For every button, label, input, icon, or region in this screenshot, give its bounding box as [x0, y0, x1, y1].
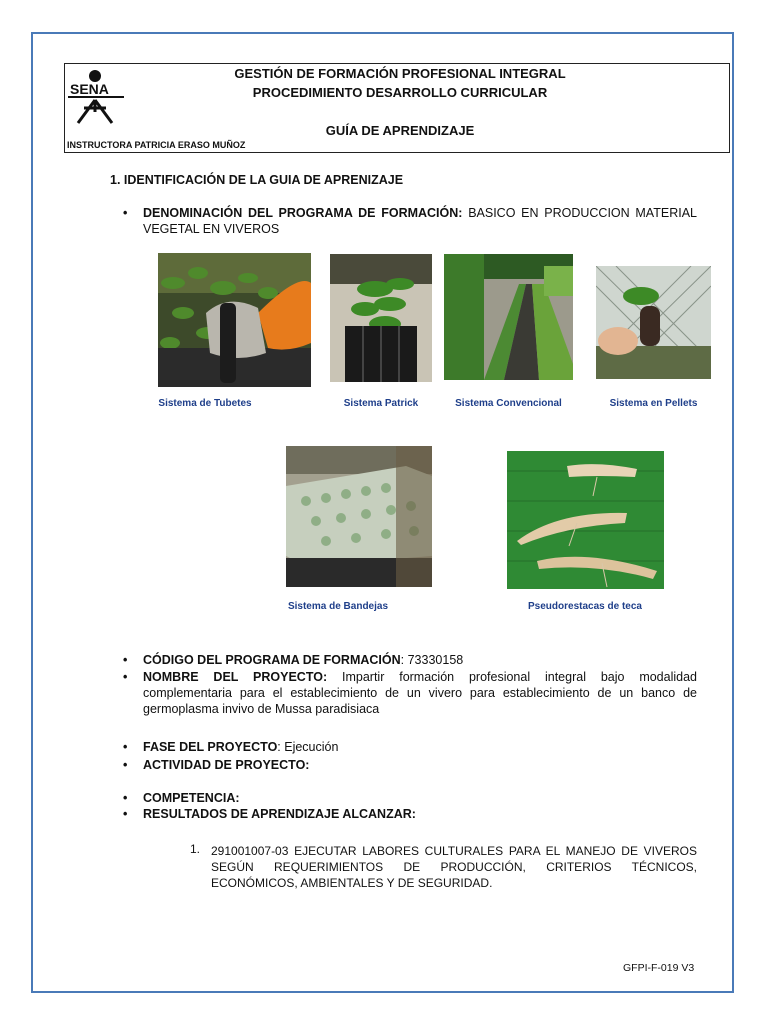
project-label: NOMBRE DEL PROYECTO: — [143, 670, 328, 684]
caption-teca: Pseudorestacas de teca — [528, 601, 642, 612]
project-bullet — [123, 669, 697, 717]
convencional-photo — [444, 254, 573, 380]
code-bullet — [123, 652, 464, 668]
header-title-1: GESTIÓN DE FORMACIÓN PROFESIONAL INTEGRAL — [234, 66, 566, 81]
caption-tubetes: Sistema de Tubetes — [158, 398, 252, 409]
caption-patrick: Sistema Patrick — [343, 398, 419, 409]
phase-bullet — [123, 739, 339, 755]
program-label: DENOMINACIÓN DEL PROGRAMA DE FORMACIÓN: — [143, 206, 463, 220]
phase-value: : Ejecución — [277, 740, 339, 754]
tubetes-photo — [158, 253, 311, 387]
caption-convencional: Sistema Convencional — [455, 398, 562, 409]
phase-label: FASE DEL PROYECTO — [143, 740, 278, 754]
project-value: Impartir formación profesional integral bajo modalidad complementaria para el establecimiento de un vivero para establecimiento de un banco de germoplasma invivo de Mussa paradisiaca — [143, 670, 697, 716]
bullet-dot: • — [123, 653, 128, 667]
pellets-photo — [596, 266, 711, 379]
bullet-dot: • — [123, 758, 128, 772]
result-number: 1. — [190, 842, 201, 856]
section-title: 1. IDENTIFICACIÓN DE LA GUIA DE APRENIZAJE — [110, 173, 404, 187]
code-value: : 73330158 — [400, 653, 464, 667]
bullet-dot: • — [123, 670, 128, 684]
bullet-dot: • — [123, 791, 128, 805]
caption-pellets: Sistema en Pellets — [609, 398, 698, 409]
svg-text:SENA: SENA — [70, 81, 109, 97]
result-text: 291001007-03 EJECUTAR LABORES CULTURALES PARA EL MANEJO DE VIVEROS SEGÚN REQUERIMIENTOS DE PRODUCCIÓN, CRITERIOS TÉCNICOS, ECONÓMICOS, AMBIENTALES Y DE SEGURIDAD. — [211, 844, 697, 890]
header-title-2: PROCEDIMIENTO DESARROLLO CURRICULAR — [252, 85, 548, 100]
bullet-dot: • — [123, 740, 128, 754]
results-label: RESULTADOS DE APRENDIZAJE ALCANZAR: — [143, 807, 416, 821]
activity-label: ACTIVIDAD DE PROYECTO: — [143, 758, 310, 772]
program-value: BASICO EN PRODUCCION MATERIAL VEGETAL EN VIVEROS — [143, 206, 697, 236]
bullet-dot: • — [123, 807, 128, 821]
caption-bandejas: Sistema de Bandejas — [287, 601, 389, 612]
program-bullet — [123, 205, 697, 237]
activity-bullet — [123, 757, 310, 773]
teca-photo — [507, 451, 664, 589]
footer-code: GFPI-F-019 V3 — [623, 962, 695, 974]
bandejas-photo — [286, 446, 432, 587]
instructor-name: INSTRUCTORA PATRICIA ERASO MUÑOZ — [67, 140, 246, 150]
bullet-dot: • — [123, 206, 128, 220]
competence-bullet — [123, 790, 240, 806]
results-bullet — [123, 806, 416, 822]
header-title-3: GUÍA DE APRENDIZAJE — [325, 123, 475, 138]
code-label: CÓDIGO DEL PROGRAMA DE FORMACIÓN — [143, 653, 401, 667]
patrick-photo — [330, 254, 432, 382]
competence-label: COMPETENCIA: — [143, 791, 240, 805]
